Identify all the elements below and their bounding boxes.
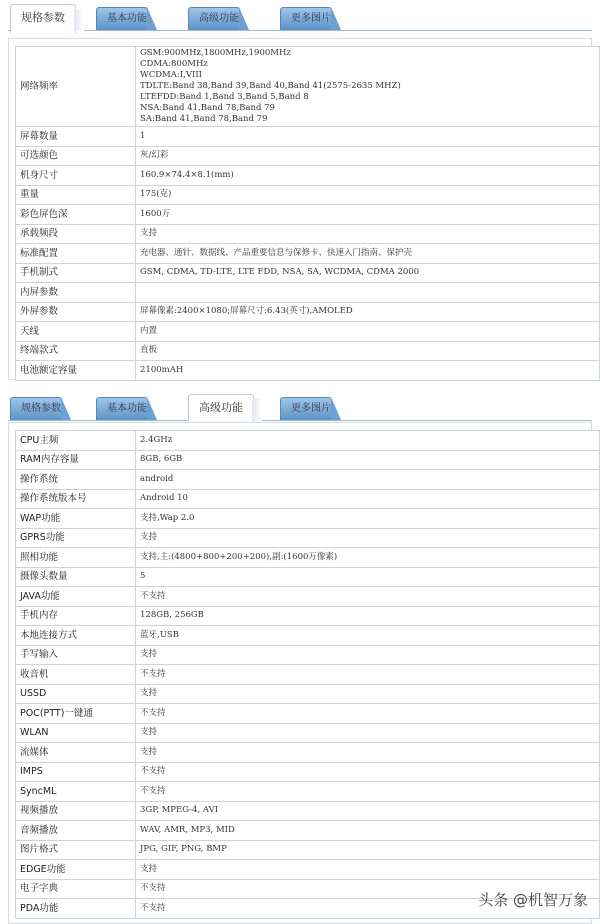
spec-key: 彩色屏色深 (16, 205, 136, 225)
tab-basic[interactable] (96, 7, 148, 30)
spec-key: 摄像头数量 (16, 567, 136, 587)
tab-more-images[interactable] (280, 397, 332, 420)
table-row (16, 431, 600, 451)
spec-key: 手机制式 (16, 263, 136, 283)
spec-value: 不支持 (136, 899, 600, 919)
spec-value: 128GB, 256GB (136, 606, 600, 626)
spec-key: 外屏参数 (16, 302, 136, 322)
spec-value: 不支持 (136, 762, 600, 782)
spec-value: GSM, CDMA, TD-LTE, LTE FDD, NSA, SA, WCDMA, CDMA 2000 (136, 263, 600, 283)
table-row (16, 244, 600, 264)
table-row (16, 684, 600, 704)
spec-value: 支持 (136, 224, 600, 244)
spec-value: Android 10 (136, 489, 600, 509)
spec-value: 支持 (136, 684, 600, 704)
tab-label: 更多图片 (291, 13, 331, 24)
spec-value: 充电器、通针、数据线、产品重要信息与保修卡、快速入门指南、保护壳 (136, 244, 600, 264)
spec-key: WAP功能 (16, 509, 136, 529)
table-row (16, 224, 600, 244)
spec-key: IMPS (16, 762, 136, 782)
spec-key: 流媒体 (16, 743, 136, 763)
table-row (16, 509, 600, 529)
spec-value: 支持 (136, 743, 600, 763)
spec-table (15, 46, 600, 381)
spec-value: 不支持 (136, 782, 600, 802)
table-row (16, 704, 600, 724)
spec-panel (8, 4, 592, 31)
spec-value: 支持 (136, 860, 600, 880)
spec-tabbar (8, 4, 592, 31)
tab-label: 高级功能 (199, 13, 239, 24)
spec-key: WLAN (16, 723, 136, 743)
spec-key: EDGE功能 (16, 860, 136, 880)
spec-key: 承载频段 (16, 224, 136, 244)
spec-value: WAV, AMR, MP3, MID (136, 821, 600, 841)
spec-value: 支持,Wap 2.0 (136, 509, 600, 529)
spec-key: 机身尺寸 (16, 166, 136, 186)
table-row (16, 665, 600, 685)
table-row (16, 801, 600, 821)
spec-key: 操作系统 (16, 470, 136, 490)
tab-label: 基本功能 (107, 13, 147, 24)
tab-more-images[interactable] (280, 7, 332, 30)
table-row (16, 361, 600, 381)
spec-value: GSM:900MHz,1800MHz,1900MHz CDMA:800MHz WCDMA:I,VIII TDLTE:Band 38,Band 39,Band 40,Band 41(2575-2635 MHZ) LTEFDD:Band 1,Band 3,Band 5,Band 8 NSA:Band 41,Band 78,Band 79 SA:Band 41,Band 78,Band 79 (136, 47, 600, 127)
spec-key: 终端款式 (16, 341, 136, 361)
table-row (16, 341, 600, 361)
spec-key: 电子字典 (16, 879, 136, 899)
spec-key: 视频播放 (16, 801, 136, 821)
spec-value: 内置 (136, 322, 600, 342)
table-row (16, 723, 600, 743)
spec-value (136, 283, 600, 303)
table-row (16, 762, 600, 782)
tab-label: 规格参数 (21, 403, 61, 414)
table-row (16, 548, 600, 568)
spec-value: 灰/幻彩 (136, 146, 600, 166)
table-row (16, 127, 600, 147)
spec-key: 可选颜色 (16, 146, 136, 166)
advanced-tabbar (8, 394, 592, 421)
tab-label: 规格参数 (21, 11, 65, 24)
spec-key: 标准配置 (16, 244, 136, 264)
watermark: 头条 @机智万象 (478, 891, 588, 909)
table-row (16, 322, 600, 342)
tab-basic[interactable] (96, 397, 148, 420)
table-row (16, 470, 600, 490)
spec-key: CPU主频 (16, 431, 136, 451)
spec-key: 屏幕数量 (16, 127, 136, 147)
spec-key: 音频播放 (16, 821, 136, 841)
spec-key: GPRS功能 (16, 528, 136, 548)
spec-value: 不支持 (136, 665, 600, 685)
spec-key: 手写输入 (16, 645, 136, 665)
spec-value: 3GP, MPEG-4, AVI (136, 801, 600, 821)
spec-key: RAM内存容量 (16, 450, 136, 470)
tab-advanced[interactable] (188, 7, 240, 30)
tab-label: 高级功能 (199, 401, 243, 414)
table-row (16, 205, 600, 225)
table-row (16, 528, 600, 548)
table-row (16, 489, 600, 509)
table-row (16, 645, 600, 665)
spec-value: 直板 (136, 341, 600, 361)
spec-value: 不支持 (136, 704, 600, 724)
spec-value: 160.9×74.4×8.1(mm) (136, 166, 600, 186)
spec-key: POC(PTT)一键通 (16, 704, 136, 724)
spec-value: 1600万 (136, 205, 600, 225)
spec-value: 不支持 (136, 587, 600, 607)
spec-key: 照相功能 (16, 548, 136, 568)
table-row (16, 606, 600, 626)
spec-key: 手机内存 (16, 606, 136, 626)
spec-value: JPG, GIF, PNG, BMP (136, 840, 600, 860)
tab-advanced[interactable] (188, 394, 254, 423)
spec-value: 1 (136, 127, 600, 147)
spec-key: 天线 (16, 322, 136, 342)
spec-value: 5 (136, 567, 600, 587)
spec-key: USSD (16, 684, 136, 704)
table-row (16, 860, 600, 880)
spec-key: JAVA功能 (16, 587, 136, 607)
spec-key: 内屏参数 (16, 283, 136, 303)
table-row (16, 821, 600, 841)
spec-value: 2.4GHz (136, 431, 600, 451)
table-row (16, 782, 600, 802)
spec-value: 8GB, 6GB (136, 450, 600, 470)
spec-value: 支持 (136, 645, 600, 665)
spec-value: 2100mAH (136, 361, 600, 381)
spec-value: 蓝牙,USB (136, 626, 600, 646)
table-row (16, 47, 600, 127)
tab-label: 更多图片 (291, 403, 331, 414)
table-row (16, 185, 600, 205)
spec-value: 支持,主:(4800+800+200+200),副:(1600万像素) (136, 548, 600, 568)
spec-key: SyncML (16, 782, 136, 802)
table-row (16, 263, 600, 283)
table-row (16, 146, 600, 166)
spec-value: 屏幕像素:2400×1080;屏幕尺寸:6.43(英寸),AMOLED (136, 302, 600, 322)
table-row (16, 283, 600, 303)
spec-key: 重量 (16, 185, 136, 205)
table-row (16, 450, 600, 470)
table-row (16, 302, 600, 322)
spec-key: 本地连接方式 (16, 626, 136, 646)
table-row (16, 166, 600, 186)
spec-key: 图片格式 (16, 840, 136, 860)
spec-value: 支持 (136, 528, 600, 548)
tab-specs[interactable] (10, 397, 62, 420)
advanced-table (15, 430, 600, 919)
spec-key: 收音机 (16, 665, 136, 685)
table-row (16, 743, 600, 763)
table-row (16, 626, 600, 646)
advanced-panel (8, 394, 592, 421)
spec-value: 不支持 (136, 879, 600, 899)
tab-specs[interactable] (10, 4, 76, 33)
spec-value: 支持 (136, 723, 600, 743)
spec-value: 175(克) (136, 185, 600, 205)
spec-key: PDA功能 (16, 899, 136, 919)
tab-label: 基本功能 (107, 403, 147, 414)
table-row (16, 840, 600, 860)
spec-key: 电池额定容量 (16, 361, 136, 381)
spec-key: 操作系统版本号 (16, 489, 136, 509)
table-row (16, 567, 600, 587)
spec-key: 网络频率 (16, 47, 136, 127)
spec-value: android (136, 470, 600, 490)
table-row (16, 587, 600, 607)
